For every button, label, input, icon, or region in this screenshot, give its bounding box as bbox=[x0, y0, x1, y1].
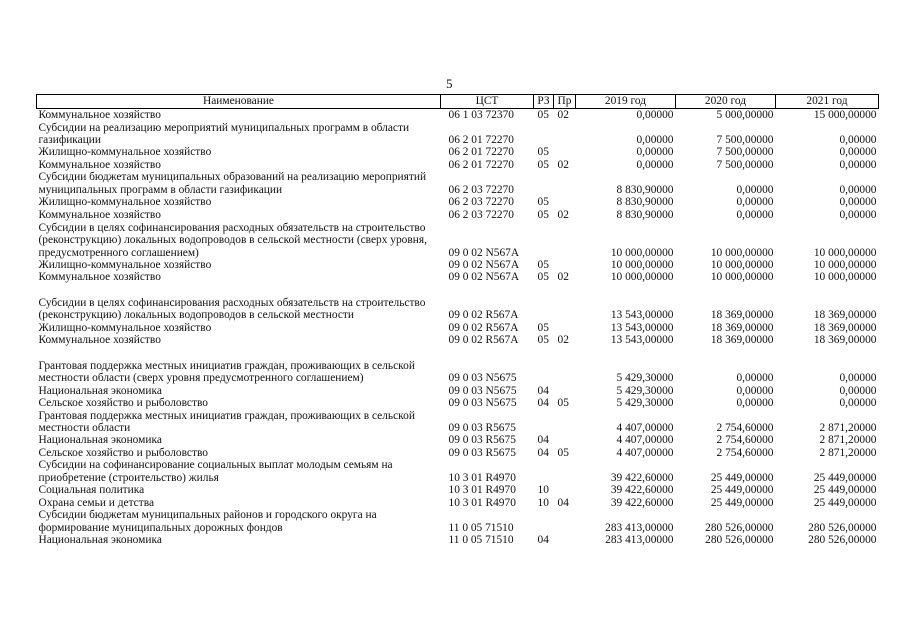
cell-2019: 0,00000 bbox=[636, 109, 674, 121]
cell-rz: 04 bbox=[537, 397, 549, 410]
cell-rz: 05 bbox=[537, 109, 549, 121]
cell-pr bbox=[554, 171, 576, 196]
cell-rz: 05 bbox=[537, 271, 549, 284]
cell-cst: 09 0 03 N5675 bbox=[448, 372, 517, 385]
cell-2019: 5 429,30000 bbox=[616, 397, 674, 410]
cell-2021: 0,00000 bbox=[839, 196, 877, 209]
table-row bbox=[37, 397, 879, 409]
table-row bbox=[37, 447, 879, 459]
cell-name: Национальная экономика bbox=[38, 434, 162, 447]
cell-name: Грантовая поддержка местных инициатив граждан, проживающих в сельской местности области (сверх уровня предусмотренного соглашением) bbox=[38, 359, 415, 385]
cell-2021: 0,00000 bbox=[839, 183, 877, 196]
cell-2021: 2 871,20000 bbox=[819, 434, 877, 447]
cell-pr bbox=[554, 284, 576, 322]
cell-pr bbox=[554, 259, 576, 271]
table-row bbox=[37, 322, 879, 334]
cell-2021: 280 526,00000 bbox=[808, 521, 877, 534]
cell-name: Коммунальное хозяйство bbox=[38, 109, 161, 121]
cell-name: Жилищно-коммунальное хозяйство bbox=[38, 146, 212, 159]
cell-pr bbox=[554, 121, 576, 146]
header-2020: 2020 год bbox=[676, 95, 776, 109]
cell-2021: 0,00000 bbox=[839, 372, 877, 385]
cell-2019: 13 543,00000 bbox=[610, 321, 674, 334]
cell-2020: 25 449,00000 bbox=[710, 496, 774, 509]
cell-2019: 4 407,00000 bbox=[616, 446, 674, 459]
cell-rz: 04 bbox=[537, 446, 549, 459]
cell-2019: 13 543,00000 bbox=[610, 334, 674, 347]
cell-cst: 06 2 03 72270 bbox=[448, 183, 514, 196]
table-row bbox=[37, 171, 879, 196]
table-header-row bbox=[37, 95, 879, 109]
cell-rz bbox=[534, 121, 554, 146]
cell-2021: 25 449,00000 bbox=[813, 496, 877, 509]
cell-2020: 5 000,00000 bbox=[716, 109, 774, 121]
cell-2020: 10 000,00000 bbox=[710, 271, 774, 284]
cell-name: Охрана семьи и детства bbox=[38, 496, 154, 509]
table-row bbox=[37, 259, 879, 271]
cell-2019: 8 830,90000 bbox=[616, 183, 674, 196]
cell-2019: 10 000,00000 bbox=[610, 271, 674, 284]
cell-rz: 05 bbox=[537, 208, 549, 221]
cell-2020: 0,00000 bbox=[736, 208, 774, 221]
cell-2019: 39 422,60000 bbox=[610, 471, 674, 484]
table-row bbox=[37, 109, 879, 122]
cell-2020: 2 754,60000 bbox=[716, 422, 774, 435]
header-2021: 2021 год bbox=[776, 95, 879, 109]
header-2019: 2019 год bbox=[576, 95, 676, 109]
cell-cst: 06 1 03 72370 bbox=[448, 109, 514, 121]
cell-rz bbox=[534, 284, 554, 322]
cell-2019: 4 407,00000 bbox=[616, 422, 674, 435]
cell-2019: 39 422,60000 bbox=[610, 484, 674, 497]
cell-rz: 05 bbox=[537, 146, 549, 159]
table-row bbox=[37, 347, 879, 385]
cell-2020: 18 369,00000 bbox=[710, 334, 774, 347]
cell-name: Жилищно-коммунальное хозяйство bbox=[38, 259, 212, 272]
table-row bbox=[37, 334, 879, 346]
cell-2019: 10 000,00000 bbox=[610, 259, 674, 272]
cell-2020: 25 449,00000 bbox=[710, 471, 774, 484]
cell-2021: 15 000,00000 bbox=[813, 109, 877, 121]
cell-2021: 10 000,00000 bbox=[813, 271, 877, 284]
cell-name: Социальная политика bbox=[38, 484, 145, 497]
cell-2019: 39 422,60000 bbox=[610, 496, 674, 509]
budget-table bbox=[36, 94, 879, 547]
cell-name: Коммунальное хозяйство bbox=[38, 271, 161, 284]
cell-rz bbox=[534, 171, 554, 196]
cell-2021: 0,00000 bbox=[839, 208, 877, 221]
table-row bbox=[37, 509, 879, 534]
cell-rz: 04 bbox=[537, 434, 549, 447]
cell-rz: 10 bbox=[537, 496, 549, 509]
cell-rz: 05 bbox=[537, 334, 549, 347]
cell-rz: 04 bbox=[537, 384, 549, 397]
cell-2020: 18 369,00000 bbox=[710, 309, 774, 322]
cell-cst: 09 0 03 N5675 bbox=[448, 384, 517, 397]
cell-pr bbox=[554, 146, 576, 158]
cell-pr bbox=[554, 459, 576, 484]
cell-name: Субсидии в целях софинансирования расходных обязательств на строительство (реконструкцию) локальных водопроводов в сельской местности bbox=[38, 297, 426, 322]
cell-name: Субсидии в целях софинансирования расходных обязательств на строительство (реконструкцию) локальных водопроводов в сельской местности (сверх уровня, предусмотренного соглашением) bbox=[38, 221, 427, 259]
cell-pr: 05 bbox=[557, 397, 569, 410]
cell-cst: 09 0 03 R5675 bbox=[448, 422, 516, 435]
cell-2021: 25 449,00000 bbox=[813, 471, 877, 484]
cell-2021: 18 369,00000 bbox=[813, 309, 877, 322]
cell-2019: 5 429,30000 bbox=[616, 372, 674, 385]
table-row bbox=[37, 409, 879, 434]
cell-cst: 09 0 02 N567A bbox=[448, 271, 520, 284]
cell-name: Субсидии бюджетам муниципальных образований на реализацию мероприятий муниципальных программ в области газификации bbox=[38, 171, 427, 196]
header-rz: РЗ bbox=[534, 95, 554, 109]
cell-name: Сельское хозяйство и рыболовство bbox=[38, 397, 208, 410]
cell-2021: 10 000,00000 bbox=[813, 246, 877, 259]
cell-pr bbox=[554, 434, 576, 446]
cell-2019: 10 000,00000 bbox=[610, 246, 674, 259]
cell-2019: 4 407,00000 bbox=[616, 434, 674, 447]
cell-cst: 09 0 02 R567A bbox=[448, 309, 519, 322]
cell-2021: 10 000,00000 bbox=[813, 259, 877, 272]
cell-rz bbox=[534, 459, 554, 484]
cell-2021: 2 871,20000 bbox=[819, 422, 877, 435]
cell-pr: 02 bbox=[557, 208, 569, 221]
cell-2020: 10 000,00000 bbox=[710, 259, 774, 272]
cell-2020: 280 526,00000 bbox=[705, 521, 774, 534]
cell-rz: 05 bbox=[537, 196, 549, 209]
cell-rz: 05 bbox=[537, 321, 549, 334]
cell-rz: 05 bbox=[537, 158, 549, 171]
cell-cst: 06 2 01 72270 bbox=[448, 158, 514, 171]
cell-name: Грантовая поддержка местных инициатив граждан, проживающих в сельской местности области bbox=[38, 409, 415, 435]
cell-rz bbox=[534, 409, 554, 434]
cell-2020: 7 500,00000 bbox=[716, 146, 774, 159]
cell-2021: 0,00000 bbox=[839, 384, 877, 397]
cell-2020: 0,00000 bbox=[736, 397, 774, 410]
cell-cst: 11 0 05 71510 bbox=[448, 534, 514, 547]
cell-2021: 280 526,00000 bbox=[808, 534, 877, 547]
cell-2020: 7 500,00000 bbox=[716, 158, 774, 171]
cell-rz: 10 bbox=[537, 484, 549, 497]
cell-2020: 25 449,00000 bbox=[710, 484, 774, 497]
table-row bbox=[37, 534, 879, 546]
cell-pr bbox=[554, 322, 576, 334]
header-name: Наименование bbox=[37, 95, 441, 109]
cell-2021: 25 449,00000 bbox=[813, 484, 877, 497]
cell-pr: 02 bbox=[557, 158, 569, 171]
cell-cst: 09 0 03 R5675 bbox=[448, 446, 516, 459]
cell-pr: 02 bbox=[557, 271, 569, 284]
cell-cst: 10 3 01 R4970 bbox=[448, 471, 516, 484]
cell-2019: 283 413,00000 bbox=[605, 521, 674, 534]
cell-pr bbox=[554, 409, 576, 434]
cell-2019: 5 429,30000 bbox=[616, 384, 674, 397]
cell-cst: 09 0 02 N567A bbox=[448, 246, 520, 259]
cell-cst: 09 0 02 R567A bbox=[448, 321, 519, 334]
cell-name: Субсидии на софинансирование социальных выплат молодым семьям на приобретение (строительство) жилья bbox=[38, 459, 393, 484]
cell-2019: 8 830,90000 bbox=[616, 208, 674, 221]
cell-2020: 0,00000 bbox=[736, 372, 774, 385]
cell-2020: 2 754,60000 bbox=[716, 446, 774, 459]
cell-2020: 7 500,00000 bbox=[716, 134, 774, 146]
table-row bbox=[37, 121, 879, 146]
cell-2021: 0,00000 bbox=[839, 158, 877, 171]
cell-2020: 280 526,00000 bbox=[705, 534, 774, 547]
table-row bbox=[37, 196, 879, 208]
cell-name: Субсидии бюджетам муниципальных районов и городского округа на формирование муниципальных дорожных фондов bbox=[38, 509, 377, 534]
cell-pr bbox=[554, 509, 576, 534]
cell-name: Национальная экономика bbox=[38, 534, 162, 547]
cell-cst: 06 2 01 72270 bbox=[448, 134, 514, 146]
cell-name: Коммунальное хозяйство bbox=[38, 208, 161, 221]
cell-name: Коммунальное хозяйство bbox=[38, 334, 161, 347]
cell-pr bbox=[554, 385, 576, 397]
cell-name: Жилищно-коммунальное хозяйство bbox=[38, 321, 212, 334]
cell-name: Национальная экономика bbox=[38, 384, 162, 397]
cell-2021: 0,00000 bbox=[839, 397, 877, 410]
cell-name: Коммунальное хозяйство bbox=[38, 158, 161, 171]
cell-pr: 02 bbox=[557, 334, 569, 347]
cell-pr bbox=[554, 221, 576, 259]
cell-rz bbox=[534, 509, 554, 534]
page-number: 5 bbox=[446, 76, 453, 91]
cell-2019: 0,00000 bbox=[636, 134, 674, 146]
cell-name: Субсидии на реализацию мероприятий муниципальных программ в области газификации bbox=[38, 121, 410, 146]
cell-2019: 283 413,00000 bbox=[605, 534, 674, 547]
cell-2020: 0,00000 bbox=[736, 384, 774, 397]
cell-2020: 18 369,00000 bbox=[710, 321, 774, 334]
cell-pr: 04 bbox=[557, 496, 569, 509]
cell-2019: 0,00000 bbox=[636, 158, 674, 171]
cell-rz: 04 bbox=[537, 534, 549, 547]
cell-pr bbox=[554, 196, 576, 208]
cell-cst: 09 0 02 R567A bbox=[448, 334, 519, 347]
header-cst: ЦСТ bbox=[441, 95, 534, 109]
cell-rz: 05 bbox=[537, 259, 549, 272]
cell-2020: 2 754,60000 bbox=[716, 434, 774, 447]
cell-2019: 8 830,90000 bbox=[616, 196, 674, 209]
cell-2019: 0,00000 bbox=[636, 146, 674, 159]
table-row bbox=[37, 146, 879, 158]
cell-cst: 06 2 01 72270 bbox=[448, 146, 514, 159]
cell-cst: 10 3 01 R4970 bbox=[448, 484, 516, 497]
cell-rz bbox=[534, 347, 554, 385]
cell-name: Сельское хозяйство и рыболовство bbox=[38, 446, 208, 459]
table-row bbox=[37, 284, 879, 322]
table-row bbox=[37, 459, 879, 484]
cell-pr bbox=[554, 484, 576, 496]
cell-2021: 18 369,00000 bbox=[813, 321, 877, 334]
cell-cst: 09 0 03 R5675 bbox=[448, 434, 516, 447]
cell-name: Жилищно-коммунальное хозяйство bbox=[38, 196, 212, 209]
cell-2021: 2 871,20000 bbox=[819, 446, 877, 459]
cell-2021: 18 369,00000 bbox=[813, 334, 877, 347]
table-row bbox=[37, 434, 879, 446]
cell-pr bbox=[554, 347, 576, 385]
table-row bbox=[37, 159, 879, 171]
table-row bbox=[37, 497, 879, 509]
cell-rz bbox=[534, 221, 554, 259]
table-row bbox=[37, 209, 879, 221]
cell-2021: 0,00000 bbox=[839, 146, 877, 159]
cell-cst: 11 0 05 71510 bbox=[448, 521, 514, 534]
cell-pr: 02 bbox=[557, 109, 569, 121]
cell-cst: 09 0 03 N5675 bbox=[448, 397, 517, 410]
cell-cst: 09 0 02 N567A bbox=[448, 259, 520, 272]
table-row bbox=[37, 484, 879, 496]
cell-2019: 13 543,00000 bbox=[610, 309, 674, 322]
cell-2020: 0,00000 bbox=[736, 196, 774, 209]
table-row bbox=[37, 221, 879, 259]
cell-2020: 10 000,00000 bbox=[710, 246, 774, 259]
cell-cst: 06 2 03 72270 bbox=[448, 196, 514, 209]
header-pr: Пр bbox=[554, 95, 576, 109]
cell-2020: 0,00000 bbox=[736, 183, 774, 196]
cell-cst: 06 2 03 72270 bbox=[448, 208, 514, 221]
table-row bbox=[37, 271, 879, 283]
cell-pr: 05 bbox=[557, 446, 569, 459]
table-row bbox=[37, 385, 879, 397]
cell-pr bbox=[554, 534, 576, 546]
cell-2021: 0,00000 bbox=[839, 134, 877, 146]
cell-cst: 10 3 01 R4970 bbox=[448, 496, 516, 509]
